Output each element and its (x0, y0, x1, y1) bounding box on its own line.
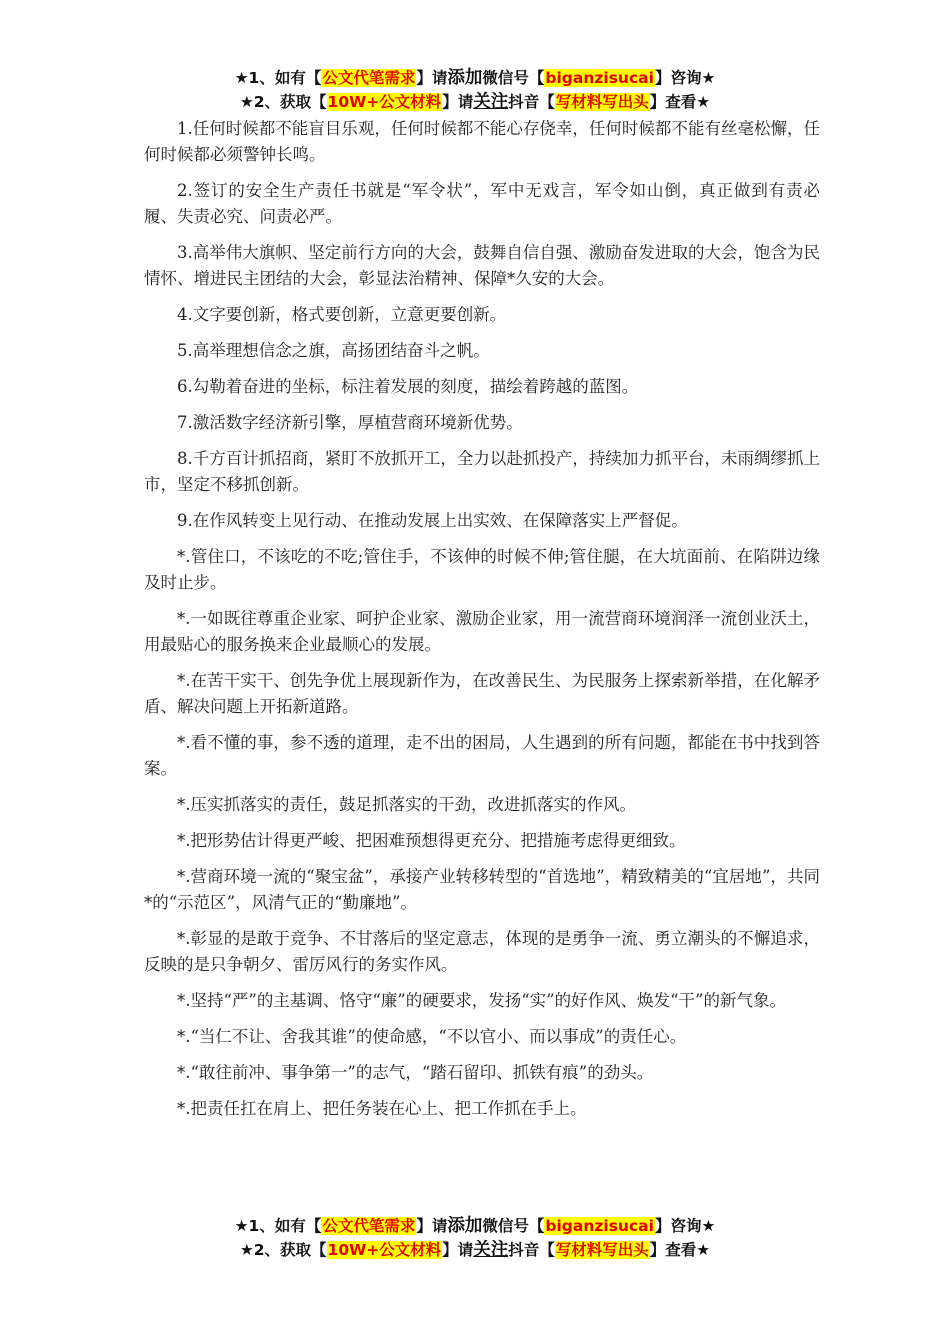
promo-highlight: 10W+公文材料 (327, 93, 442, 111)
promo-text: 】请 (442, 1241, 474, 1259)
promo-emphasis: 关注 (473, 1240, 509, 1260)
promo-footer (0, 1214, 950, 1262)
star-icon: ★ (701, 69, 716, 87)
star-icon: ★ (239, 1241, 254, 1259)
promo-emphasis: 添加 (447, 1216, 483, 1236)
paragraph: 5.高举理想信念之旗，高扬团结奋斗之帆。 (177, 341, 490, 360)
paragraph: 3.高举伟大旗帜、坚定前行方向的大会，鼓舞自信自强、激励奋发进取的大会，饱含为民情怀、增进民主团结的大会，彰显法治精神、保障*久安的大会。 (144, 243, 820, 288)
paragraph: *.把责任扛在肩上、把任务装在心上、把工作抓在手上。 (177, 1099, 587, 1118)
wechat-id-highlight: biganzisucai (545, 69, 654, 87)
paragraph: *.彰显的是敢于竞争、不甘落后的坚定意志，体现的是勇争一流、勇立潮头的不懈追求，反映的是只争朝夕、雷厉风行的务实作风。 (144, 929, 820, 974)
paragraph: *.压实抓落实的责任，鼓足抓落实的干劲，改进抓落实的作风。 (177, 795, 636, 814)
promo-text: 抖音【 (508, 93, 555, 111)
document-body (144, 116, 820, 1132)
douyin-account-highlight: 写材料写出头 (555, 1241, 649, 1259)
paragraph: 4.文字要创新，格式要创新，立意更要创新。 (177, 305, 507, 324)
star-icon: ★ (701, 1217, 716, 1235)
star-icon: ★ (239, 93, 254, 111)
promo-text: 抖音【 (508, 1241, 555, 1259)
promo-highlight: 10W+公文材料 (327, 1241, 442, 1259)
promo-emphasis: 关注 (473, 92, 509, 112)
paragraph: *.在苦干实干、创先争优上展现新作为，在改善民生、为民服务上探索新举措，在化解矛盾、解决问题上开拓新道路。 (144, 671, 820, 716)
paragraph: *.看不懂的事，参不透的道理，走不出的困局，人生遇到的所有问题，都能在书中找到答案。 (144, 733, 820, 778)
paragraph: 1.任何时候都不能盲目乐观，任何时候都不能心存侥幸，任何时候都不能有丝毫松懈，任何时候都必须警钟长鸣。 (144, 119, 820, 164)
paragraph: *.管住口，不该吃的不吃;管住手，不该伸的时候不伸;管住腿，在大坑面前、在陷阱边缘及时止步。 (144, 547, 820, 592)
promo-text: 】咨询 (654, 1217, 702, 1235)
promo-text: 1、如有【 (248, 69, 322, 87)
promo-emphasis: 添加 (447, 68, 483, 88)
promo-line-1 (0, 1214, 950, 1238)
paragraph: *.坚持“严”的主基调、恪守“廉”的硬要求，发扬“实”的好作风、焕发“干”的新气象。 (177, 991, 786, 1010)
paragraph: 7.激活数字经济新引擎，厚植营商环境新优势。 (177, 413, 523, 432)
promo-text: 】查看 (649, 1241, 697, 1259)
promo-highlight: 公文代笔需求 (322, 1217, 416, 1235)
star-icon: ★ (696, 93, 711, 111)
paragraph: 6.勾勒着奋进的坐标，标注着发展的刻度，描绘着跨越的蓝图。 (177, 377, 639, 396)
promo-text: 】请 (442, 93, 474, 111)
promo-text: 】请 (416, 69, 448, 87)
star-icon: ★ (234, 69, 249, 87)
promo-text: 】查看 (649, 93, 697, 111)
promo-text: 2、获取【 (253, 93, 327, 111)
paragraph: *.“当仁不让、舍我其谁”的使命感，“不以官小、而以事成”的责任心。 (177, 1027, 687, 1046)
promo-line-1 (0, 66, 950, 90)
paragraph: *.一如既往尊重企业家、呵护企业家、激励企业家，用一流营商环境润泽一流创业沃土，用最贴心的服务换来企业最顺心的发展。 (144, 609, 820, 654)
promo-text: 2、获取【 (253, 1241, 327, 1259)
star-icon: ★ (696, 1241, 711, 1259)
promo-highlight: 公文代笔需求 (322, 69, 416, 87)
paragraph: *.“敢往前冲、事争第一”的志气，“踏石留印、抓铁有痕”的劲头。 (177, 1063, 654, 1082)
promo-text: 微信号【 (482, 69, 545, 87)
star-icon: ★ (234, 1217, 249, 1235)
paragraph: *.把形势估计得更严峻、把困难预想得更充分、把措施考虑得更细致。 (177, 831, 686, 850)
douyin-account-highlight: 写材料写出头 (555, 93, 649, 111)
promo-text: 】咨询 (654, 69, 702, 87)
wechat-id-highlight: biganzisucai (545, 1217, 654, 1235)
paragraph: 8.千方百计抓招商，紧盯不放抓开工，全力以赴抓投产，持续加力抓平台，未雨绸缪抓上市，坚定不移抓创新。 (144, 449, 820, 494)
promo-line-2 (0, 90, 950, 114)
paragraph: 9.在作风转变上见行动、在推动发展上出实效、在保障落实上严督促。 (177, 511, 688, 530)
paragraph: *.营商环境一流的“聚宝盆”，承接产业转移转型的“首选地”，精致精美的“宜居地”，共同*的“示范区”，风清气正的“勤廉地”。 (144, 867, 820, 912)
promo-text: 微信号【 (482, 1217, 545, 1235)
promo-text: 1、如有【 (248, 1217, 322, 1235)
promo-line-2 (0, 1238, 950, 1262)
promo-text: 】请 (416, 1217, 448, 1235)
promo-header (0, 66, 950, 114)
paragraph: 2.签订的安全生产责任书就是“军令状”，军中无戏言，军令如山倒，真正做到有责必履、失责必究、问责必严。 (144, 181, 820, 226)
